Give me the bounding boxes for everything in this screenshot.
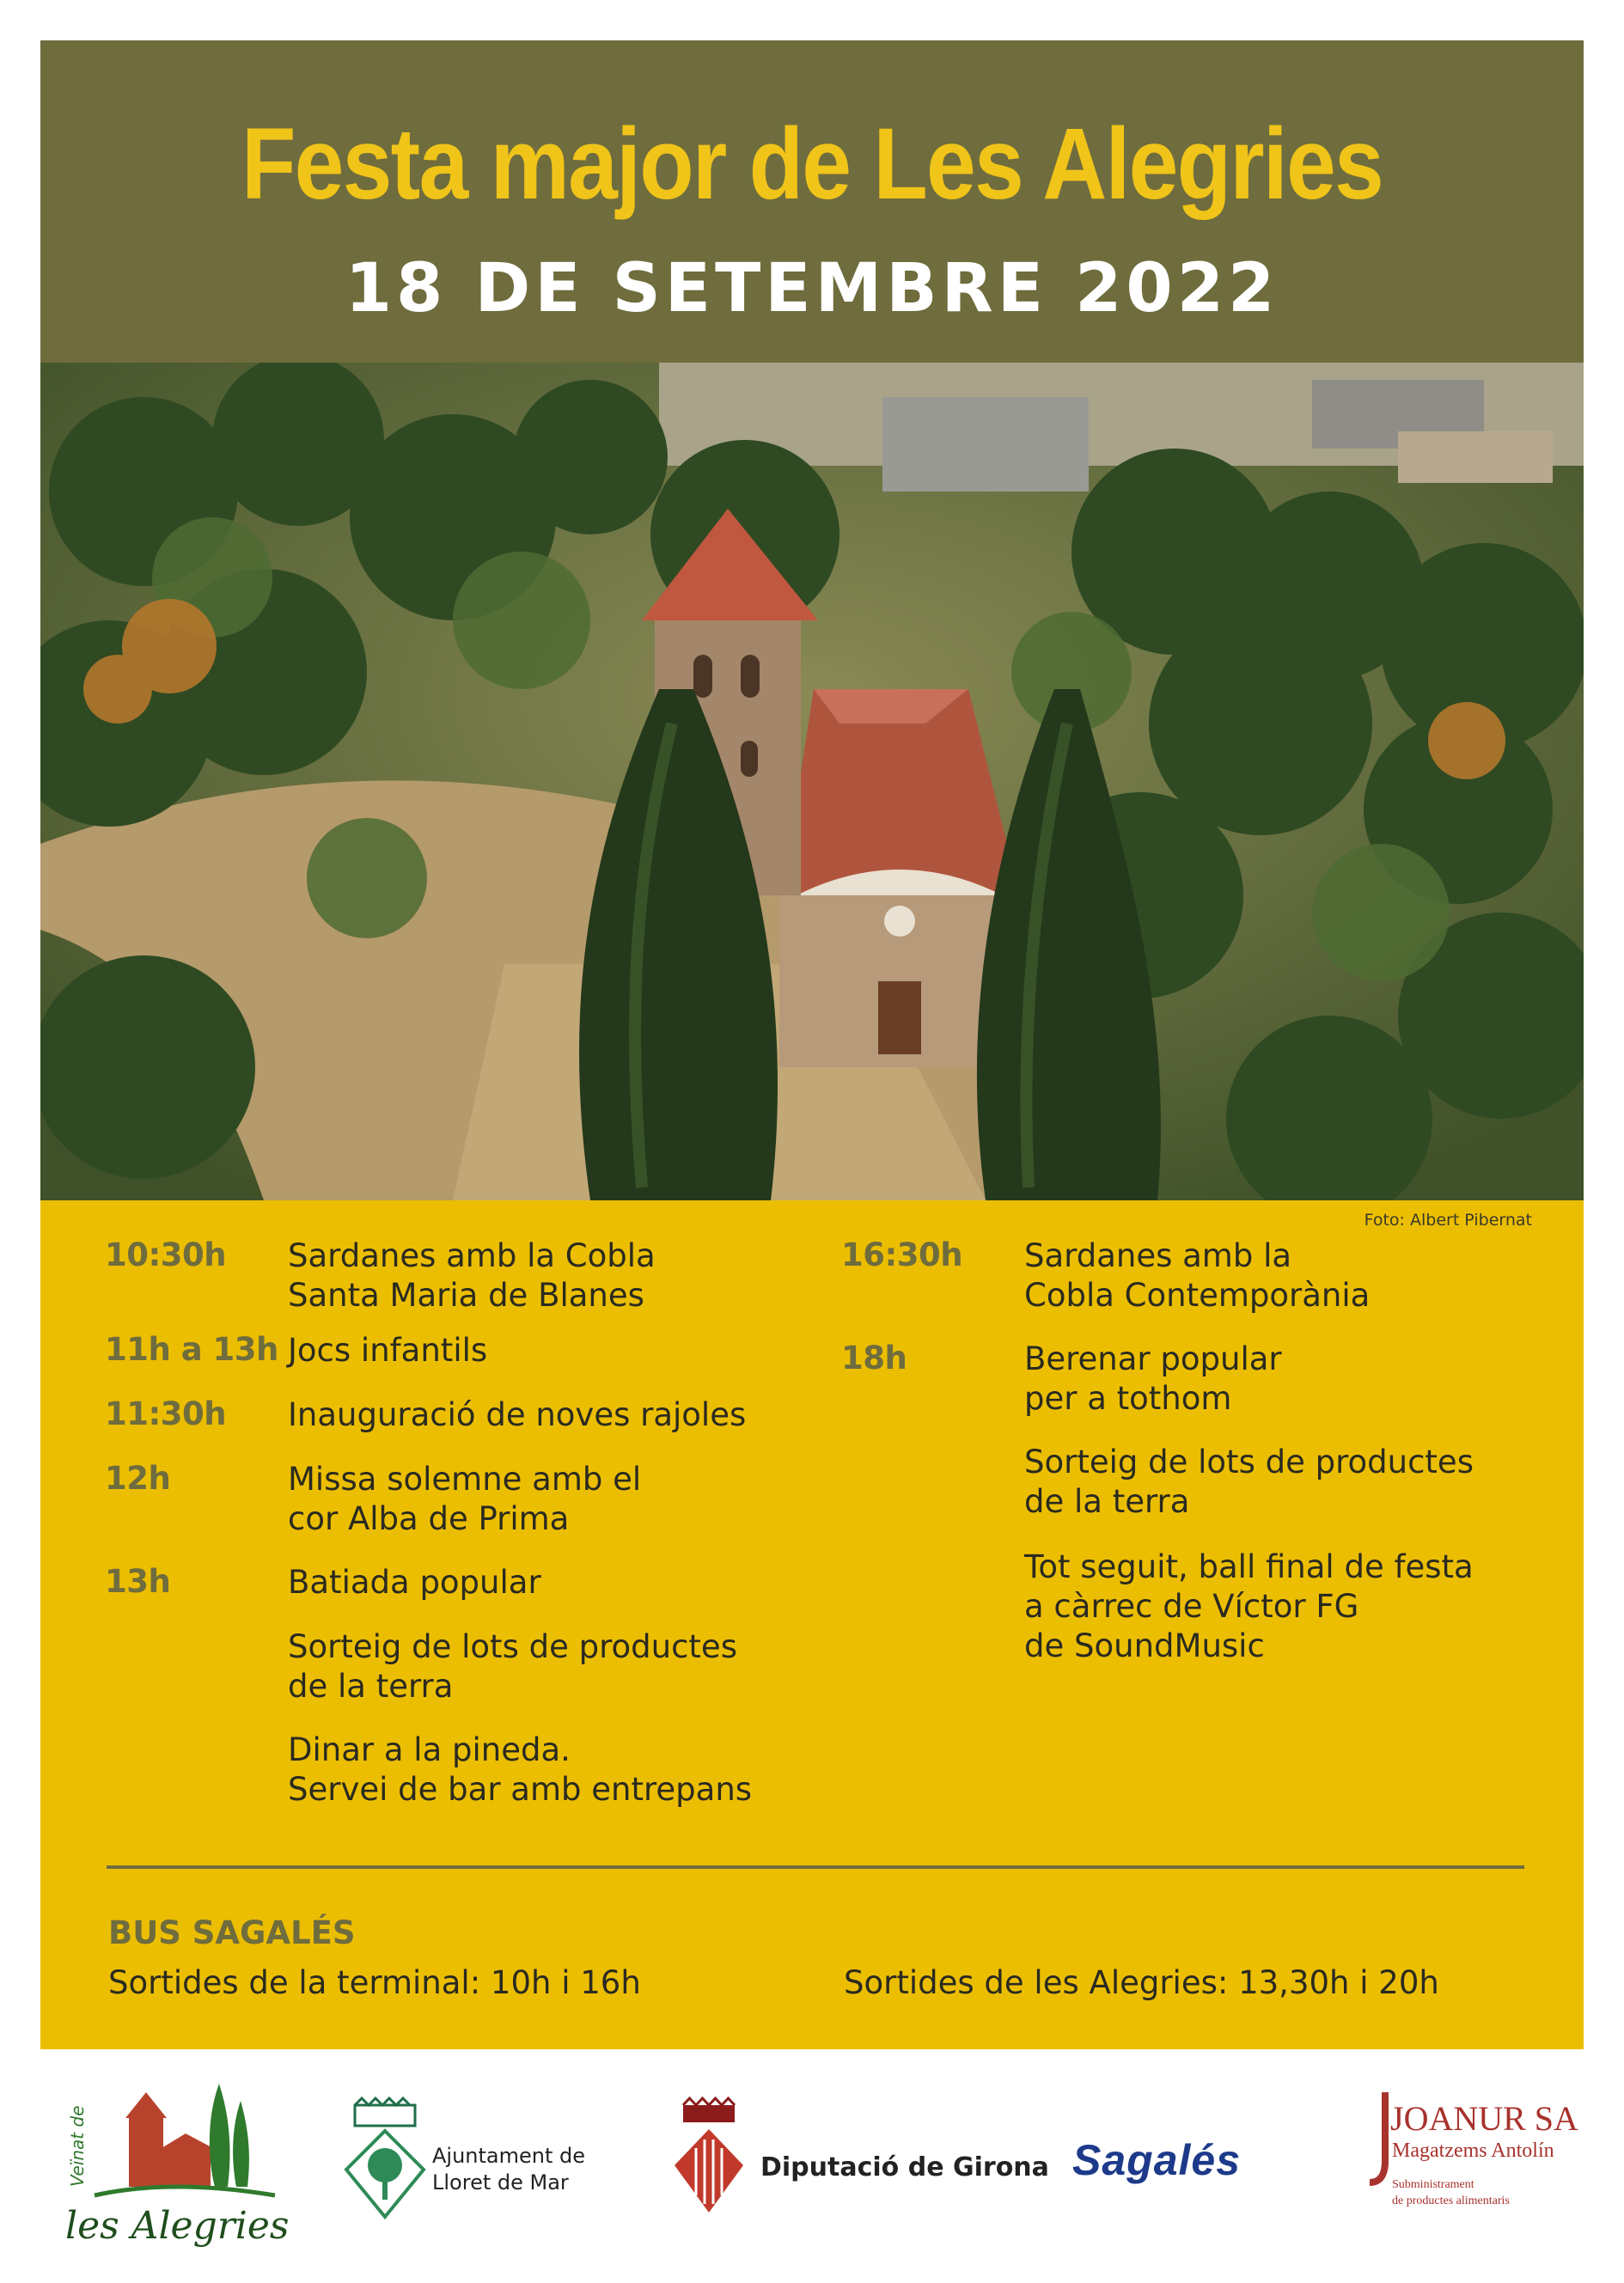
diputacio-label: Diputació de Girona — [760, 2152, 1049, 2182]
joanur-sublabel: Magatzems Antolín — [1392, 2140, 1554, 2162]
joanur-logo — [1366, 2088, 1590, 2251]
veinat-alegries-logo — [60, 2066, 292, 2264]
schedule-time: 18h — [841, 1340, 907, 1377]
chapel-aerial-illustration — [40, 363, 1584, 1200]
sagales-logo — [1072, 2135, 1313, 2204]
photo-credit: Foto: Albert Pibernat — [1364, 1211, 1532, 1230]
schedule-description: Berenar popular per a tothom — [1024, 1340, 1282, 1417]
sponsors-bar — [0, 2049, 1624, 2283]
joanur-tagline1: Subministrament — [1392, 2178, 1474, 2191]
bus-heading: BUS SAGALÉS — [108, 1914, 356, 1951]
schedule-time: 11h a 13h — [105, 1331, 278, 1368]
joanur-label: JOANUR SA — [1390, 2099, 1578, 2138]
schedule-description: Sorteig de lots de productes de la terra — [1024, 1444, 1474, 1520]
schedule-description: Inauguració de noves rajoles — [288, 1396, 747, 1433]
sagales-label: Sagalés — [1072, 2136, 1242, 2184]
schedule-time: 10:30h — [105, 1236, 227, 1273]
joanur-j-mark-icon — [1366, 2088, 1392, 2191]
schedule-time: 13h — [105, 1563, 171, 1600]
schedule-description: Batiada popular — [288, 1564, 541, 1601]
lloret-line1: Ajuntament de — [432, 2144, 586, 2168]
chapel-photo — [40, 363, 1584, 1200]
schedule-description: Missa solemne amb el cor Alba de Prima — [288, 1461, 642, 1537]
event-title: Festa major de Les Alegries — [241, 107, 1383, 221]
schedule-time: 16:30h — [841, 1236, 963, 1273]
schedule-description: Dinar a la pineda. Servei de bar amb entrepans — [288, 1731, 753, 1808]
schedule-time: 12h — [105, 1460, 171, 1497]
section-divider — [107, 1865, 1524, 1869]
lloret-logo — [338, 2097, 595, 2225]
lloret-shield-icon — [338, 2097, 432, 2225]
schedule-description: Tot seguit, ball final de festa a càrrec de Víctor FG de SoundMusic — [1024, 1548, 1474, 1664]
header-banner — [40, 40, 1584, 363]
schedule-description: Sardanes amb la Cobla Santa Maria de Blanes — [288, 1237, 656, 1314]
event-date: 18 DE SETEMBRE 2022 — [345, 250, 1279, 327]
lloret-line2: Lloret de Mar — [432, 2170, 569, 2194]
schedule-description: Sorteig de lots de productes de la terra — [288, 1628, 737, 1705]
schedule-time: 11:30h — [105, 1395, 227, 1432]
bus-terminal-departures: Sortides de la terminal: 10h i 16h — [108, 1964, 641, 2001]
diputacio-girona-logo — [670, 2097, 1049, 2225]
schedule-description: Jocs infantils — [288, 1332, 488, 1369]
bus-alegries-departures: Sortides de les Alegries: 13,30h i 20h — [844, 1964, 1439, 2001]
girona-crest-icon — [670, 2097, 748, 2225]
schedule-description: Sardanes amb la Cobla Contemporània — [1024, 1237, 1371, 1314]
joanur-tagline2: de productes alimentaris — [1392, 2194, 1510, 2207]
veinat-main-label: les Alegries — [65, 2204, 290, 2248]
veinat-small-label: Veïnat de — [67, 2105, 88, 2187]
